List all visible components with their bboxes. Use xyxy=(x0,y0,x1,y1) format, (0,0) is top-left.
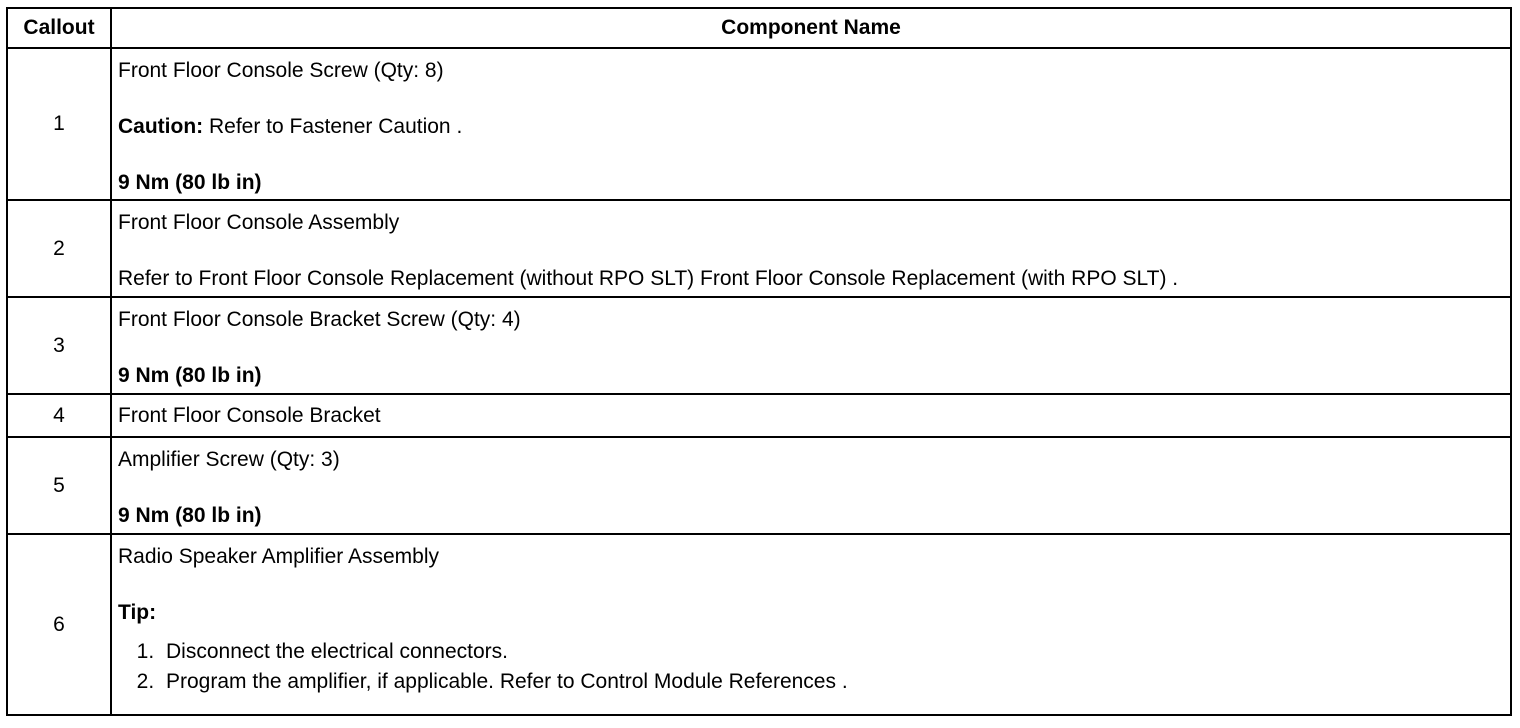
component-cell xyxy=(111,534,1511,715)
caution-label: Caution: xyxy=(118,115,204,138)
tip-label: Tip: xyxy=(118,601,157,624)
list-item: 2. Program the amplifier, if applicable. Refer to Control Module References . xyxy=(160,667,1510,697)
callout-cell: 3 xyxy=(7,297,111,394)
component-name: Front Floor Console Bracket Screw (Qty: 4) xyxy=(118,308,521,331)
table-header-row xyxy=(7,8,1511,48)
callout-cell: 2 xyxy=(7,200,111,297)
table-row xyxy=(7,534,1511,715)
torque-spec: 9 Nm (80 lb in) xyxy=(118,504,262,527)
component-name: Radio Speaker Amplifier Assembly xyxy=(118,545,439,568)
torque-spec: 9 Nm (80 lb in) xyxy=(118,171,262,194)
component-cell xyxy=(111,394,1511,437)
callout-cell: 5 xyxy=(7,437,111,534)
table-row xyxy=(7,437,1511,534)
reference-note: Refer to Front Floor Console Replacement (without RPO SLT) Front Floor Console Replacement (with RPO SLT) . xyxy=(118,267,1179,290)
table-row xyxy=(7,297,1511,394)
caution-note xyxy=(118,115,1510,139)
table-row xyxy=(7,200,1511,297)
tip-steps-list xyxy=(118,637,1510,697)
header-callout: Callout xyxy=(7,8,111,48)
component-cell xyxy=(111,297,1511,394)
table-row xyxy=(7,394,1511,437)
torque-spec: 9 Nm (80 lb in) xyxy=(118,364,262,387)
component-table xyxy=(6,7,1512,716)
component-name: Amplifier Screw (Qty: 3) xyxy=(118,448,340,471)
callout-cell: 1 xyxy=(7,48,111,200)
list-item: 1. Disconnect the electrical connectors. xyxy=(160,637,1510,667)
component-table-wrapper xyxy=(6,7,1512,716)
component-cell xyxy=(111,200,1511,297)
callout-cell: 6 xyxy=(7,534,111,715)
component-name: Front Floor Console Bracket xyxy=(118,403,381,427)
table-row xyxy=(7,48,1511,200)
caution-text: Refer to Fastener Caution . xyxy=(203,115,463,138)
component-name: Front Floor Console Screw (Qty: 8) xyxy=(118,59,444,82)
header-component-name: Component Name xyxy=(111,8,1511,48)
component-cell xyxy=(111,48,1511,200)
component-cell xyxy=(111,437,1511,534)
component-name: Front Floor Console Assembly xyxy=(118,211,400,234)
callout-cell: 4 xyxy=(7,394,111,437)
